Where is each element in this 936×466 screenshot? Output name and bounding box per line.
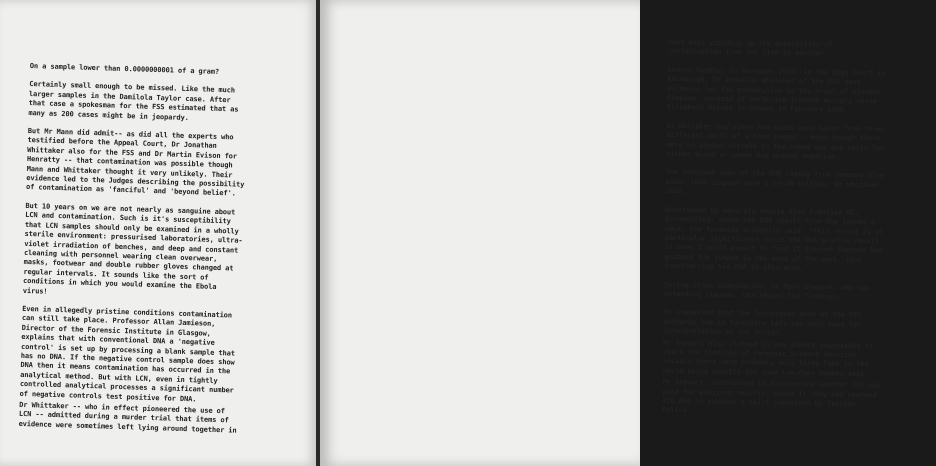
paragraph: Dr Whitaker explained how swabs were taken from three different parts of a blue jumper — even though there were no stains visible to the naked eye and tests for either blood or semen had proved negative. bbox=[666, 121, 885, 161]
paragraph: Even in allegedly pristine conditions contamination can still take place. Professor Allan Jamieson, Director of the Forensic Institute in Glasgow, explains that with conventional DNA a 'negative control' is set up by processing a blank sample that has no DNA. If the negative control sample does show DNA then it means contamination has occurred in the analytical method. But with LCN, even in tightly controlled analytical processes a significant number of negative controls test positive for DNA. bbox=[19, 304, 236, 403]
paragraph: Mr Stewart, interested in discovering whether FSS was paid for positive results, asked if they had charged £70,000 to examine a skirt submitted by Tayside Police. bbox=[662, 378, 881, 415]
paragraph: Dr Whittaker -- who in effect pioneered the use of LCN -- admitted during a murder trial that items of evidence were sometimes left lying around together in bbox=[18, 400, 237, 435]
paragraph: But Mr Mann did admit-- as did all the experts who testified before the Appeal Court, Dr Jonathan Whittaker also for the FSS and Dr Martin Evison for Henratty -- that contamination was possible though Mann and Whittaker thought it very unlikely. Their evidence led to the Judges describing the possibility of contamination as 'fanciful' and 'beyond belief'. bbox=[25, 126, 245, 198]
paragraph: Questioned by advocate depute Alex Prentice QC, prosecuting, about the DNA result from the jumper's neck, the forensic scientist said: "This result is of particular significance since the DNA profile result is what I would expect to find if Vincent Simpson had grabbed the jumper in the area of the neck, thus transferring his DNA to this area." bbox=[664, 205, 884, 273]
paragraph: open bags yielding up the possibility of contamination from one item to another. bbox=[667, 38, 833, 58]
right-page bbox=[320, 0, 886, 466]
left-page-text bbox=[18, 62, 330, 447]
paragraph: The combined odds of the DNA coming from someone else other than Simpson were 1 in 40 million, Dr Whitaker said. bbox=[665, 168, 884, 196]
paragraph: He suggested that the techniques used at the FSS Wetherby lab in Yorkshire left too much room for interpretation by the tester. bbox=[663, 308, 862, 337]
paragraph: But 10 years on we are not nearly as sanguine about LCN and contamination. Such is it's susceptibility that LCN samples should only be examined in a wholly sterile environment: pressurised laboratories, ultra- violet irradiation of benches, and deep and constant cleaning with personnel wearing clean overwear, masks, footwear and double rubber gloves changed at regular intervals. It sounds like the sort of conditions in which you would examine the Ebola virus! bbox=[22, 201, 243, 296]
paragraph: During cross examination, QC Mark Stewart, who was defending Simpson, challenged the findings. bbox=[663, 280, 870, 301]
right-page-text bbox=[662, 38, 936, 429]
paragraph: Certainly small enough to be missed. Like the much larger samples in the Damilola Taylor case. After that case a spokesman for the FSS estimated that as many as 200 cases might be in jeopardy. bbox=[28, 80, 239, 122]
paragraph: Andrew Nuddle: In November 2007, in the High Court in Edinburgh, Dr Jonathan Whitaker of the FSS gave evidence for the prosecution in the trial of Vincent Simpson, accused of murdering trainee nursery nurse Elisabeth McCabe in Dundee in February 1980. bbox=[666, 65, 886, 115]
left-page bbox=[0, 0, 318, 466]
paragraph: On a sample lower than 0.0000000001 of a gram? bbox=[29, 62, 220, 76]
paragraph: Mr Stewart also claimed it was almost impossible to check the findings of Forensic Science Services because there were probably only three labs in the world using exactly the same Low Copy Number test. bbox=[662, 338, 874, 378]
